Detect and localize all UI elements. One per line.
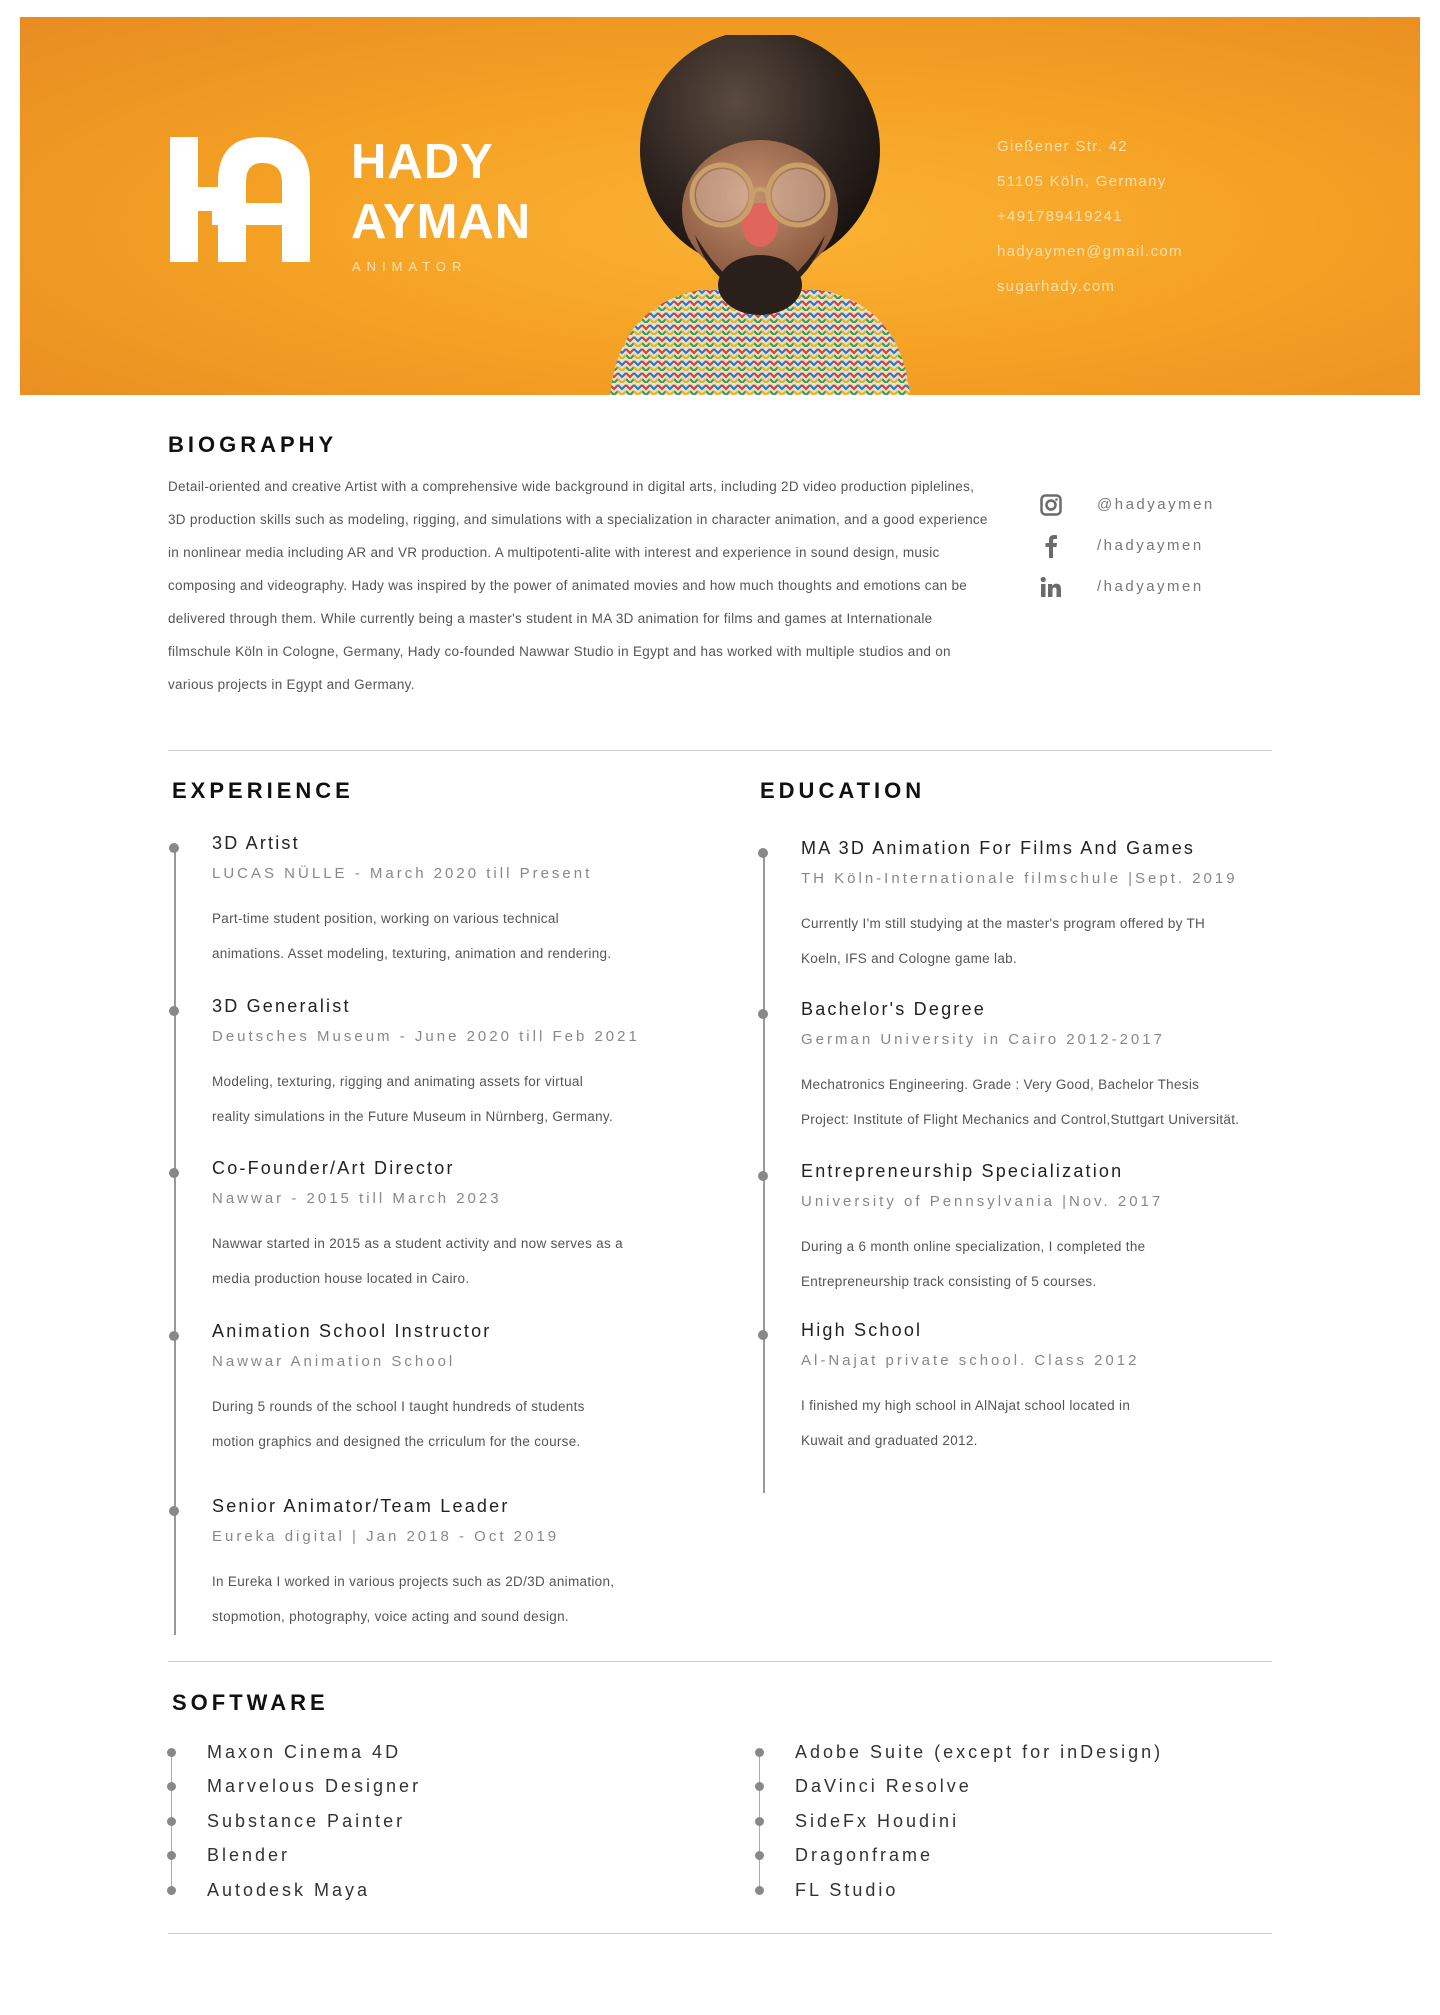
experience-item <box>212 1321 732 1459</box>
education-subtitle: Al-Najat private school. Class 2012 <box>801 1352 1140 1369</box>
timeline-dot <box>169 1006 179 1016</box>
logo <box>170 137 310 262</box>
address-city: 51105 Köln, Germany <box>997 173 1167 190</box>
facebook-icon <box>1036 531 1066 561</box>
timeline-dot <box>169 1506 179 1516</box>
experience-desc: stopmotion, photography, voice acting and sound design. <box>212 1609 569 1624</box>
experience-item <box>212 996 732 1134</box>
website-link[interactable]: sugarhady.com <box>997 278 1116 295</box>
education-title: Entrepreneurship Specialization <box>801 1161 1124 1181</box>
experience-item <box>212 1158 732 1296</box>
timeline-dot <box>169 843 179 853</box>
software-item <box>795 1873 1163 1908</box>
experience-desc: During 5 rounds of the school I taught hundreds of students <box>212 1399 585 1414</box>
timeline-dot <box>758 1171 768 1181</box>
software-item <box>207 1839 421 1874</box>
experience-desc: Part-time student position, working on various technical <box>212 911 559 926</box>
education-title: High School <box>801 1320 923 1340</box>
experience-subtitle: Eureka digital | Jan 2018 - Oct 2019 <box>212 1528 560 1545</box>
software-item <box>795 1770 1163 1805</box>
software-label: Marvelous Designer <box>207 1776 422 1797</box>
linkedin-icon <box>1036 572 1066 602</box>
software-label: Autodesk Maya <box>207 1879 371 1900</box>
social-links <box>1036 484 1215 607</box>
divider <box>168 750 1272 751</box>
education-desc: Currently I'm still studying at the master's program offered by TH <box>801 916 1206 931</box>
address-street: Gießener Str. 42 <box>997 138 1128 155</box>
software-dot <box>167 1851 176 1860</box>
education-title: Bachelor's Degree <box>801 999 986 1019</box>
software-label: Substance Painter <box>207 1810 406 1831</box>
education-desc: I finished my high school in AlNajat school located in <box>801 1398 1131 1413</box>
software-label: DaVinci Resolve <box>795 1776 972 1797</box>
header-banner <box>20 17 1420 395</box>
biography-text: Detail-oriented and creative Artist with a comprehensive wide background in digital arts, including 2D video production piplelines, 3D production skills such as modeling, rigging, and simulations with a specialization in character animation, and a good experience in nonlinear media including AR and VR production. A multipotenti-alite with interest and experience in sound design, music composing and videography. Hady was inspired by the power of animated movies and how much thoughts and emotions can be delivered through them. While currently being a master's student in MA 3D animation for films and games at Internationale filmschule Köln in Cologne, Germany, Hady co-founded Nawwar Studio in Egypt and has worked with multiple studios and on various projects in Egypt and Germany. <box>168 479 988 692</box>
education-desc: During a 6 month online specialization, I completed the <box>801 1239 1146 1254</box>
software-dot <box>755 1851 764 1860</box>
experience-desc: In Eureka I worked in various projects such as 2D/3D animation, <box>212 1574 615 1589</box>
software-item <box>207 1770 421 1805</box>
software-item <box>795 1735 1163 1770</box>
education-desc: Mechatronics Engineering. Grade : Very Good, Bachelor Thesis <box>801 1077 1200 1092</box>
contact-info <box>997 129 1183 304</box>
education-item <box>801 999 1341 1137</box>
education-heading: EDUCATION <box>760 778 926 803</box>
experience-desc: animations. Asset modeling, texturing, animation and rendering. <box>212 946 612 961</box>
software-label: Maxon Cinema 4D <box>207 1741 402 1762</box>
experience-desc: Modeling, texturing, rigging and animating assets for virtual <box>212 1074 583 1089</box>
education-item <box>801 1320 1341 1458</box>
social-linkedin[interactable] <box>1036 566 1215 607</box>
software-label: Dragonframe <box>795 1845 934 1866</box>
software-heading: SOFTWARE <box>172 1690 329 1715</box>
education-desc: Kuwait and graduated 2012. <box>801 1433 978 1448</box>
education-title: MA 3D Animation For Films And Games <box>801 838 1196 858</box>
software-label: Blender <box>207 1845 291 1866</box>
instagram-icon <box>1036 490 1066 520</box>
instagram-handle: @hadyaymen <box>1097 496 1215 513</box>
software-list-right <box>795 1735 1163 1908</box>
first-name: HADY <box>351 135 494 189</box>
experience-desc: media production house located in Cairo. <box>212 1271 470 1286</box>
software-dot <box>755 1782 764 1791</box>
social-instagram[interactable] <box>1036 484 1215 525</box>
biography-heading: BIOGRAPHY <box>168 432 338 457</box>
education-item <box>801 838 1341 976</box>
experience-desc: motion graphics and designed the crriculum for the course. <box>212 1434 581 1449</box>
experience-title: 3D Generalist <box>212 996 351 1016</box>
experience-subtitle: Nawwar Animation School <box>212 1353 456 1370</box>
timeline-dot <box>169 1331 179 1341</box>
facebook-handle: /hadyaymen <box>1097 537 1204 554</box>
experience-title: Animation School Instructor <box>212 1321 492 1341</box>
software-dot <box>167 1782 176 1791</box>
experience-desc: Nawwar started in 2015 as a student activity and now serves as a <box>212 1236 623 1251</box>
timeline-dot <box>758 1330 768 1340</box>
education-subtitle: TH Köln-Internationale filmschule |Sept. 2019 <box>801 870 1238 887</box>
software-dot <box>167 1817 176 1826</box>
role: ANIMATOR <box>352 259 468 274</box>
education-item <box>801 1161 1341 1299</box>
experience-timeline-line <box>174 850 176 1635</box>
experience-title: 3D Artist <box>212 833 300 853</box>
timeline-dot <box>758 1009 768 1019</box>
divider <box>168 1933 1272 1934</box>
software-item <box>207 1735 421 1770</box>
timeline-dot <box>169 1168 179 1178</box>
experience-item <box>212 833 732 971</box>
education-subtitle: German University in Cairo 2012-2017 <box>801 1031 1165 1048</box>
software-dot <box>755 1748 764 1757</box>
experience-item <box>212 1496 732 1634</box>
phone[interactable]: +491789419241 <box>997 208 1123 225</box>
software-label: Adobe Suite (except for inDesign) <box>795 1741 1164 1762</box>
linkedin-handle: /hadyaymen <box>1097 578 1204 595</box>
software-dot <box>755 1817 764 1826</box>
education-desc: Koeln, IFS and Cologne game lab. <box>801 951 1017 966</box>
education-subtitle: University of Pennsylvania |Nov. 2017 <box>801 1193 1164 1210</box>
experience-subtitle: Nawwar - 2015 till March 2023 <box>212 1190 502 1207</box>
experience-subtitle: Deutsches Museum - June 2020 till Feb 2021 <box>212 1028 640 1045</box>
portrait-image <box>610 35 910 395</box>
software-item <box>795 1839 1163 1874</box>
software-item <box>207 1804 421 1839</box>
software-list-left <box>207 1735 421 1908</box>
experience-desc: reality simulations in the Future Museum in Nürnberg, Germany. <box>212 1109 614 1124</box>
software-label: SideFx Houdini <box>795 1810 960 1831</box>
education-desc: Project: Institute of Flight Mechanics and Control,Stuttgart Universität. <box>801 1112 1240 1127</box>
experience-heading: EXPERIENCE <box>172 778 354 803</box>
experience-subtitle: LUCAS NÜLLE - March 2020 till Present <box>212 865 593 882</box>
software-dot <box>167 1886 176 1895</box>
experience-title: Senior Animator/Team Leader <box>212 1496 510 1516</box>
software-item <box>207 1873 421 1908</box>
email-link[interactable]: hadyaymen@gmail.com <box>997 243 1183 260</box>
education-desc: Entrepreneurship track consisting of 5 courses. <box>801 1274 1097 1289</box>
timeline-dot <box>758 848 768 858</box>
software-item <box>795 1804 1163 1839</box>
name <box>351 132 531 252</box>
last-name: AYMAN <box>351 195 532 249</box>
experience-title: Co-Founder/Art Director <box>212 1158 455 1178</box>
software-dot <box>755 1886 764 1895</box>
software-dot <box>167 1748 176 1757</box>
software-label: FL Studio <box>795 1879 899 1900</box>
social-facebook[interactable] <box>1036 525 1215 566</box>
divider <box>168 1661 1272 1662</box>
